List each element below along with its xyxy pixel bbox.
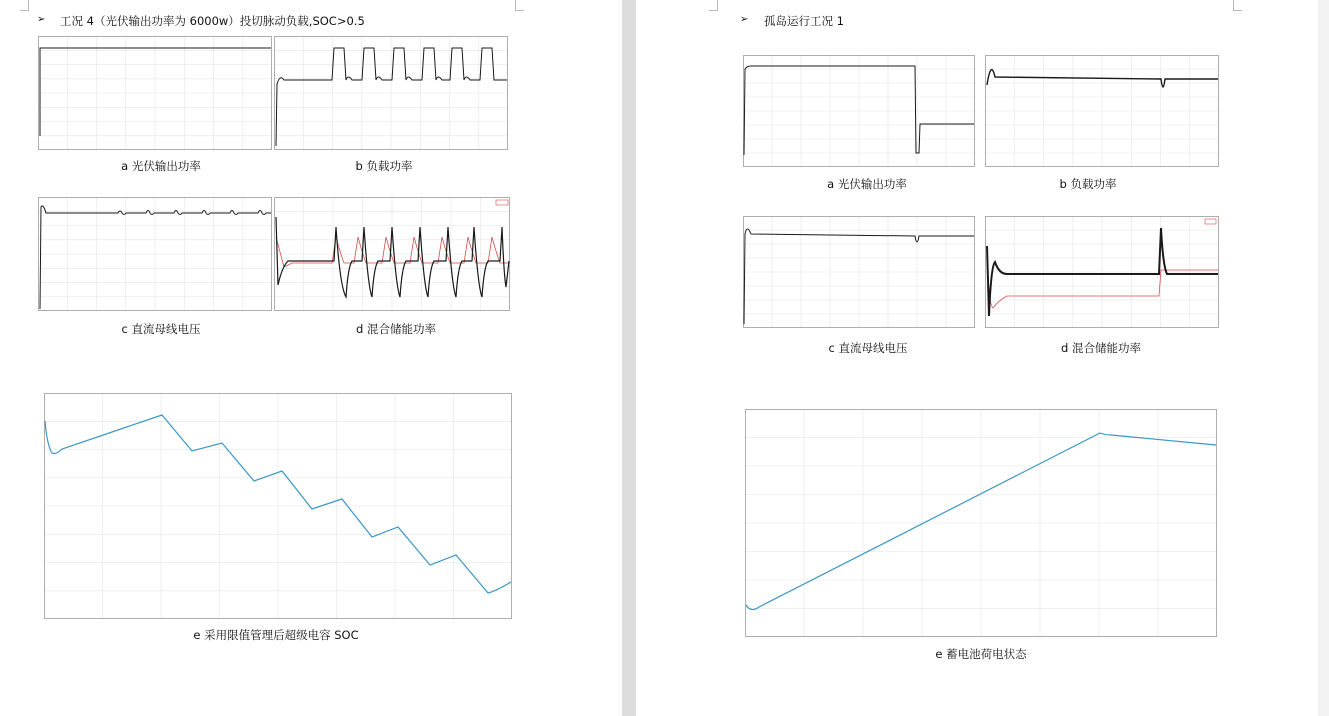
chart-legend <box>496 200 508 205</box>
caption-e: e 采用限值管理后超级电容 SOC <box>193 628 359 642</box>
document-page-right <box>636 0 1329 716</box>
section-heading: 工况 4（光伏输出功率为 6000w）投切脉动负载,SOC>0.5 <box>60 14 365 28</box>
chart-load-power <box>274 36 508 150</box>
caption-d: d 混合储能功率 <box>356 322 436 336</box>
load-power-trace <box>987 70 1218 87</box>
chart-battery-soc <box>745 409 1217 637</box>
caption-c: c 直流母线电压 <box>121 322 201 336</box>
caption-d: d 混合储能功率 <box>1061 341 1141 355</box>
caption-a: a 光伏输出功率 <box>121 159 201 173</box>
section-heading: 孤岛运行工况 1 <box>764 14 844 28</box>
chart-supercapacitor-soc <box>44 393 512 619</box>
chart-load-power <box>985 55 1219 167</box>
chart-pv-output-power <box>743 55 975 167</box>
dc-voltage-trace <box>40 206 271 309</box>
chart-pv-output-power <box>38 36 272 150</box>
document-page-left <box>0 0 622 716</box>
chart-hybrid-storage-power <box>274 197 510 311</box>
caption-c: c 直流母线电压 <box>828 341 908 355</box>
page-corner-mark <box>709 0 718 11</box>
caption-e: e 蓄电池荷电状态 <box>935 647 1027 661</box>
pv-power-trace <box>40 48 271 136</box>
bullet-icon: ➢ <box>740 14 749 25</box>
page-corner-mark <box>1233 0 1242 11</box>
caption-b: b 负载功率 <box>1059 177 1117 191</box>
chart-dc-bus-voltage <box>743 216 975 328</box>
page-gutter <box>622 0 636 716</box>
chart-legend <box>1205 219 1216 224</box>
caption-b: b 负载功率 <box>355 159 413 173</box>
page-corner-mark <box>20 0 29 11</box>
bullet-icon: ➢ <box>37 14 46 25</box>
caption-a: a 光伏输出功率 <box>827 177 907 191</box>
chart-hybrid-storage-power <box>985 216 1219 328</box>
vertical-scrollbar[interactable] <box>1318 0 1329 716</box>
page-corner-mark <box>515 0 524 11</box>
chart-dc-bus-voltage <box>38 197 272 311</box>
load-power-trace <box>276 48 507 146</box>
